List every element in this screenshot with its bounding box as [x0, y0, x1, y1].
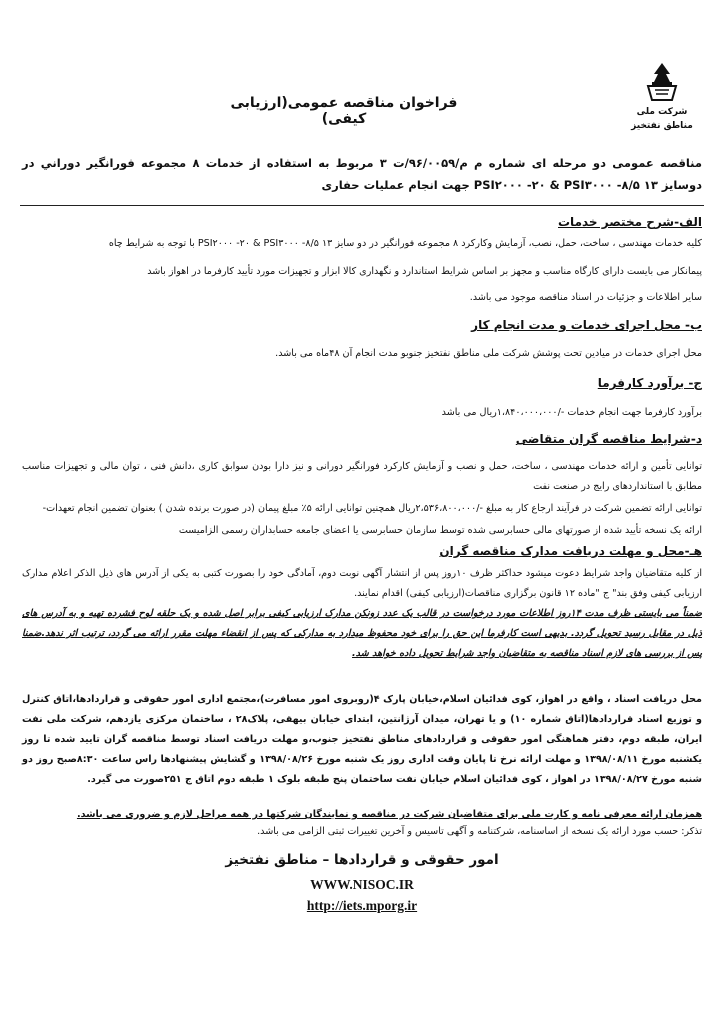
section-d-title: د-شرایط مناقصه گران متقاضی: [515, 432, 702, 446]
logo-line-1: شرکت ملی: [636, 107, 688, 117]
note-documents: تذکر: حسب مورد ارائه یک نسخه از اساسنامه، شرکتنامه و آگهی تاسیس و آخرین تغییرات ثبتی الزامی می باشد.: [257, 826, 702, 837]
section-c-title: ج- برآورد کارفرما: [597, 376, 702, 390]
note-id-card: همزمان ارائه معرفی نامه و کارت ملی برای متقاضیان شرکت در مناقصه و نمایندگان شرکتها در همه مراحل لازم و ضروری می باشد.: [76, 809, 702, 820]
section-a-para-3: سایر اطلاعات و جزئیات در اسناد مناقصه موجود می باشد.: [469, 292, 702, 303]
logo-line-2: مناطق نفتخیز: [631, 121, 693, 131]
section-e-title: هـ-محل و مهلت دریافت مدارک مناقصه گران: [439, 544, 702, 558]
section-e-para-2: ضمناً می بایستی ظرف مدت ۱۴روز اطلاعات مورد درخواست در قالب یک عدد زونکن مدارک ارزیابی کیفی برابر اصل شده و یک حلقه لوح فشرده تهیه و به آدرس های ذیل در مقابل رسید تحویل گردد. بدیهی است کارفرما این حق را برای خود محفوظ میدارد به مدارکی که پس از انقضاء مهلت مقرر ارائه می گردد، ترتیب اثر ندهد.ضمنا پس از بررسی های لازم اسناد مناقصه به متقاضیان واجد شرایط تحویل داده خواهد شد.: [22, 608, 703, 659]
page-title: فراخوان مناقصه عمومی(ارزیابی کیفی): [230, 95, 458, 127]
section-d-para-1: توانایی تأمین و ارائه خدمات مهندسی ، ساخت، حمل و نصب و آزمایش کارکرد فورانگیر دورانی و نیز دارا بودن سوابق کاری ،دانش فنی ، توان مالی و تجهیزات مناسب مطابق با استانداردهای رایج در صنعت نفت: [22, 461, 702, 492]
section-a-title: الف-شرح مختصر خدمات: [558, 215, 702, 229]
footer-url[interactable]: http://iets.mporg.ir: [306, 898, 418, 913]
section-b-para-1: محل اجرای خدمات در میادین تحت پوشش شرکت ملی مناطق نفتخیز جنوبو مدت انجام آن ۴۸ماه می باشد.: [275, 348, 702, 359]
section-a-para-2: پیمانکار می بایست دارای کارگاه مناسب و مجهز بر اساس شرایط استاندارد و نگهداری کالا ابزار و تجهیزات مورد تأیید کارفرما در اهواز باشد: [147, 266, 702, 277]
footer-organization: امور حقوقی و قراردادها – مناطق نفتخیز: [225, 852, 499, 868]
section-a-para-1: کلیه خدمات مهندسی ، ساخت، حمل، نصب، آزمایش وکارکرد ۸ مجموعه فورانگیر در دو سایز PSI۲۰۰۰ -۲۰ & PSI۳۰۰۰ -۸/۵ ۱۳ با توجه به شرایط چاه: [108, 238, 702, 249]
section-c-para-1: برآورد کارفرما جهت انجام خدمات -/۱،۸۴۰،۰۰۰،۰۰۰ریال می باشد: [441, 407, 702, 418]
section-b-title: ب- محل اجرای خدمات و مدت انجام کار: [471, 318, 702, 332]
divider-1: [20, 205, 704, 206]
section-e-para-1: از کلیه متقاضیان واجد شرایط دعوت میشود حداکثر ظرف ۱۰روز پس از انتشار آگهی نوبت دوم، آمادگی خود را بصورت کتبی به یکی از آدرس های ذیل الذکر اعلام مدارک ارزیابی کیفی وفق بند" ج "ماده ۱۲ قانون برگزاری مناقصات(ارزیابی کیفی) اقدام نمایند.: [22, 568, 703, 599]
address-paragraph: محل دریافت اسناد ، واقع در اهواز، کوی فدائیان اسلام،خیابان پارک ۴(روبروی امور مسافرت)،مجتمع اداری امور حقوقی و قراردادها،اتاق کنترل و توزیع اسناد قراردادها(اتاق شماره ۱۰) و یا تهران، میدان آرژانتین، ابتدای خیابان بیهقی، پلاک۲۸ ، ساختمان مرکزی یازدهم، شرکت ملی نفت ایران، طبقه دوم، دفتر هماهنگی امور حقوقی و قراردادهای مناطق نفتخیز جنوب،و مهلت دریافت اسناد توسط مناقصه گران تایید شده تا روز یکشنبه مورخ ۱۳۹۸/۰۸/۱۱ و مهلت ارائه نرخ تا پایان وقت اداری روز یک شنبه مورخ ۱۳۹۸/۰۸/۲۶ و گشایش پیشنهادها راس ساعت ۸:۳۰صبح روز دو شنبه مورخ ۱۳۹۸/۰۸/۲۷ در اهواز ، کوی فدائیان اسلام خیابان نفت ساختمان پنج طبقه بلوک ۱ طبقه دوم اتاق ج ۲۵۱صورت می گیرد.: [22, 694, 703, 785]
tender-subject: مناقصه عمومی دو مرحله ای شماره م م/۹۶/۰۰۵۹/ت ۳ مربوط به استفاده از خدمات ۸ مجموعه فورانگیر دوراني در دوسايز PSI۲۰۰۰ -۲۰ & PSI۳۰۰۰ -۸/۵ ۱۳ جهت انجام عملیات حفاری: [22, 156, 702, 192]
section-d-para-2: توانایی ارائه تضمین شرکت در فرآیند ارجاع کار به مبلغ -/۲،۵۳۶،۸۰۰،۰۰۰ریال همچنین توانایی ارائه ۵٪ مبلغ پیمان (در صورت برنده شدن ) بعنوان تضمین انجام تعهدات-: [42, 503, 702, 514]
section-d-para-3: ارائه یک نسخه تأیید شده از صورتهای مالی حسابرسی شده توسط سازمان حسابرسی یا اعضای جامعه حسابداران رسمی الزامیست: [178, 525, 702, 536]
footer-website[interactable]: WWW.NISOC.IR: [310, 877, 414, 892]
nioc-logo-icon: [640, 60, 684, 104]
company-logo: [622, 60, 702, 132]
